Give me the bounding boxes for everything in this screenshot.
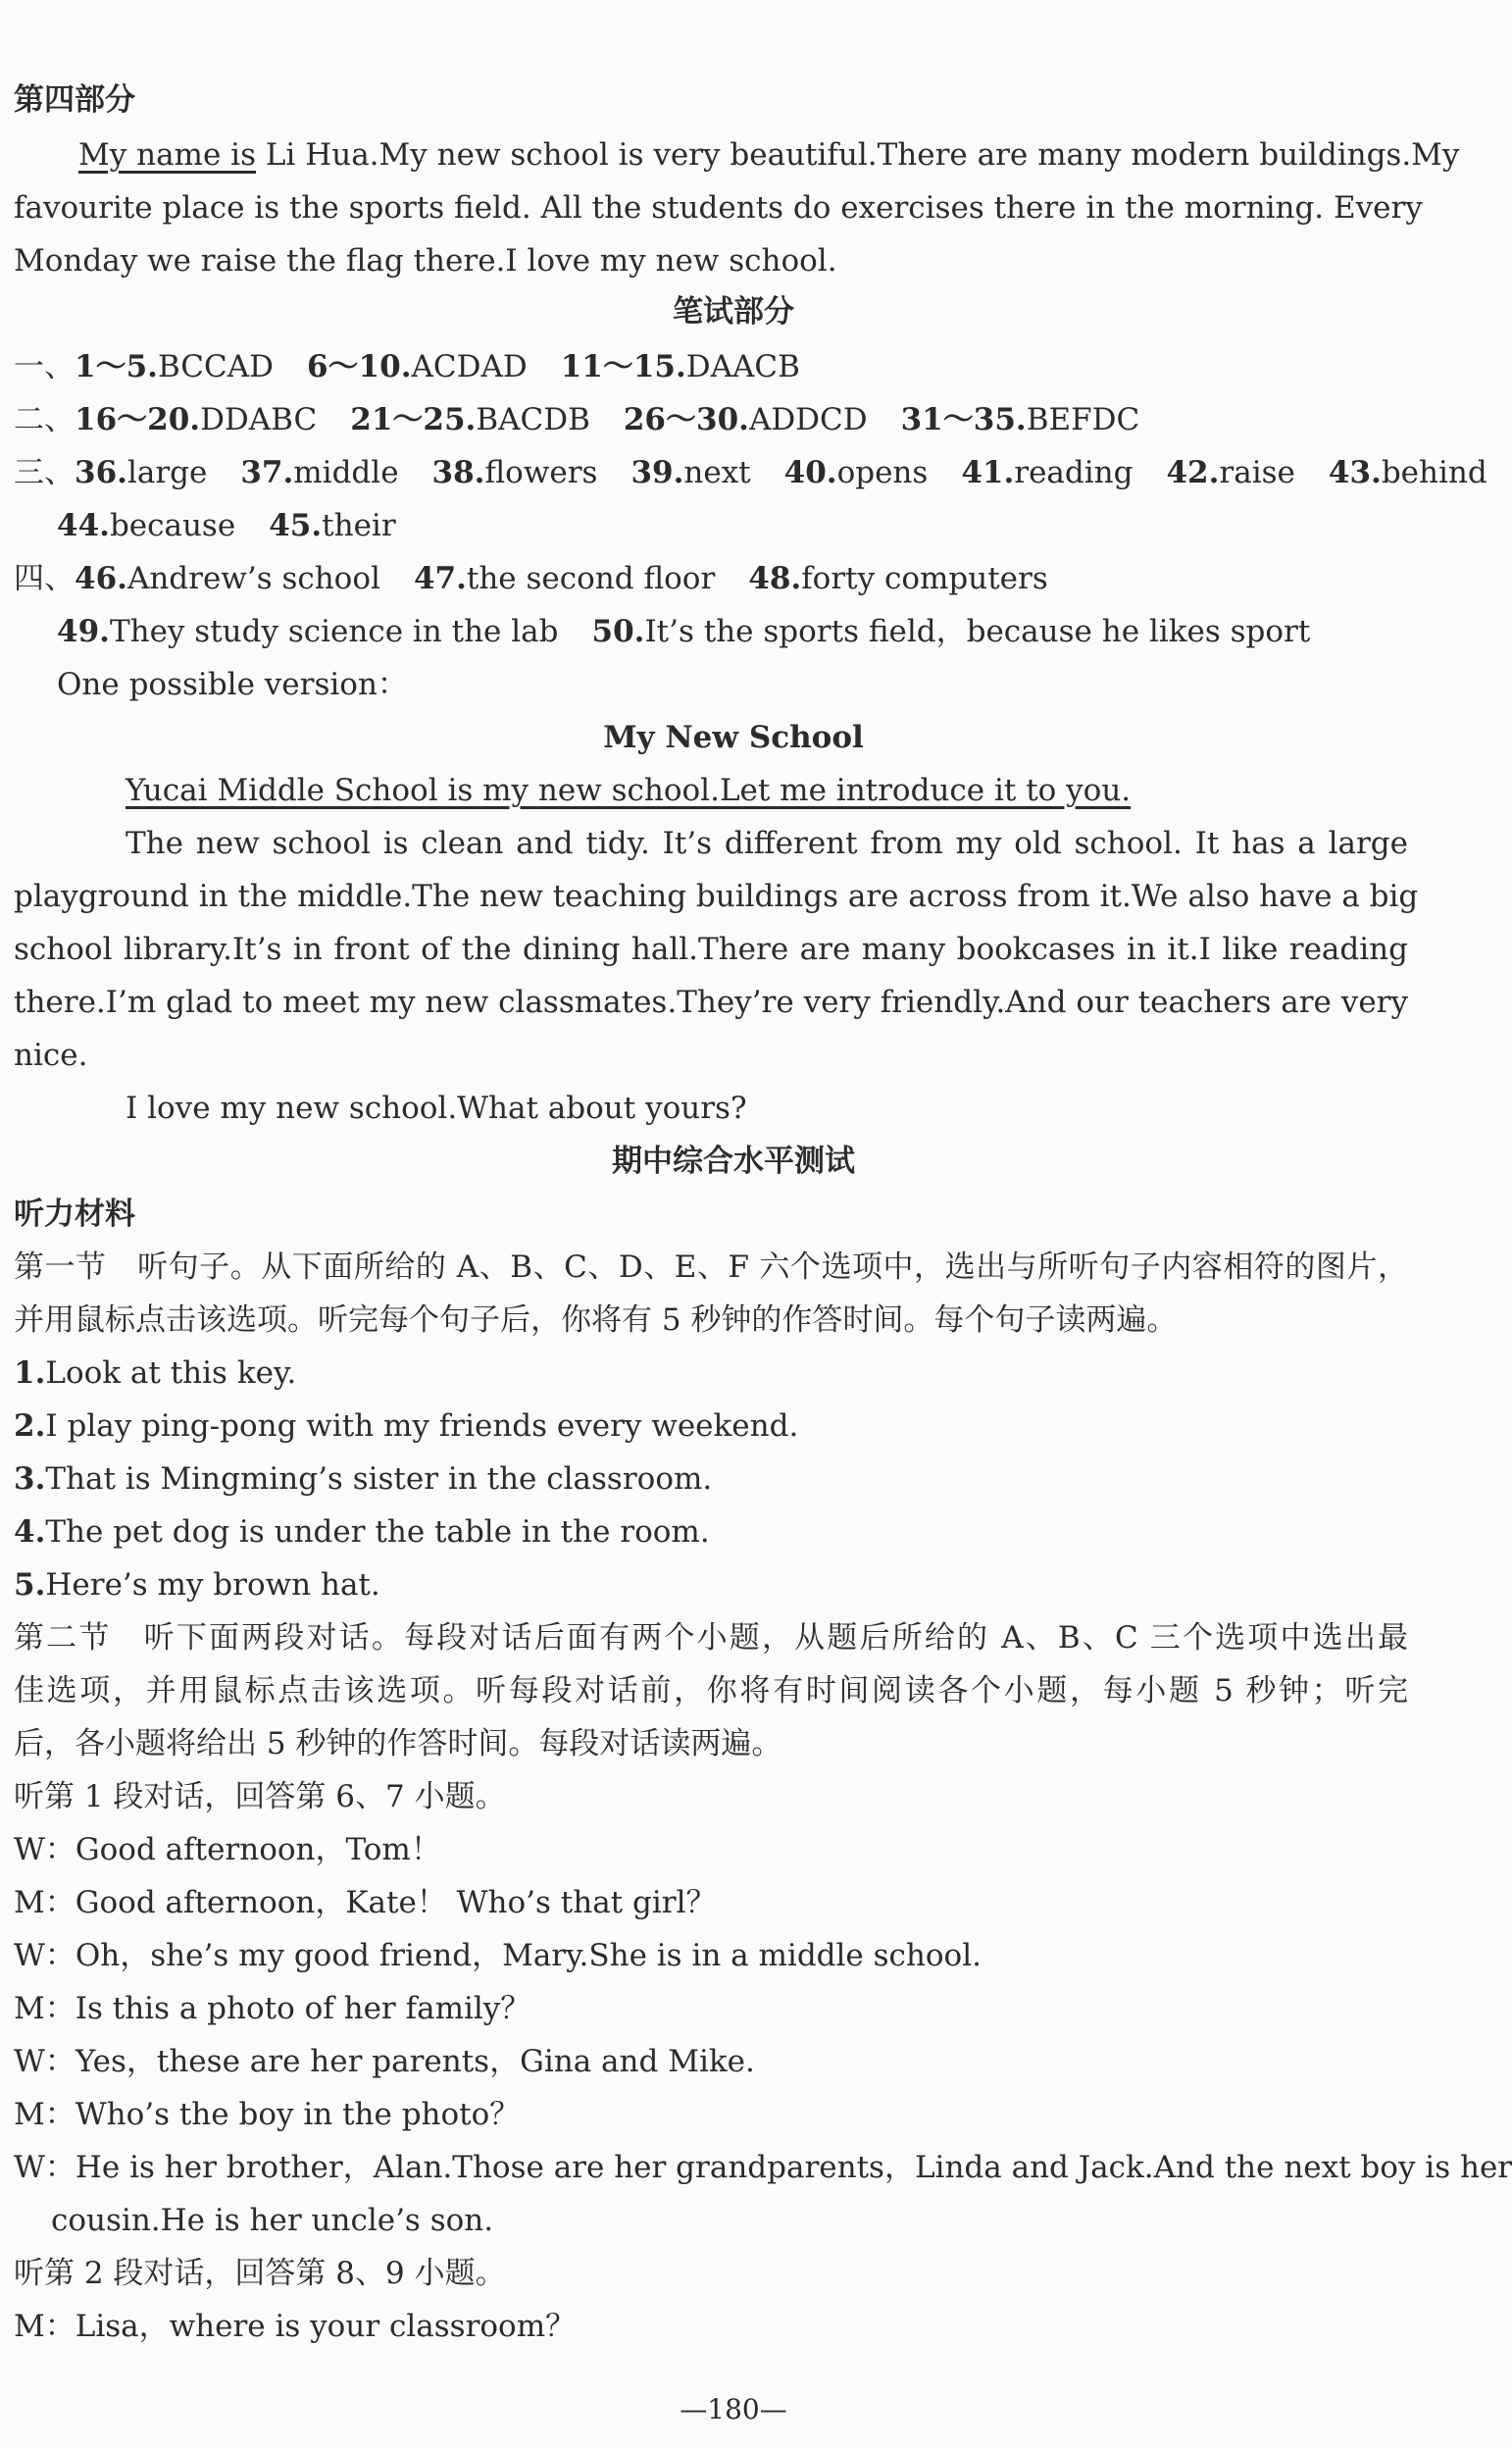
sentence-number: 2. (14, 1408, 46, 1444)
item-answer: flowers (484, 455, 598, 490)
range-label: 26～30. (623, 402, 749, 437)
dialogue-1-line: M：Is this a photo of her family？ (14, 1991, 531, 2026)
answer-value: BACDB (476, 402, 590, 437)
dialogue-2-line: M：Lisa，where is your classroom？ (14, 2309, 577, 2344)
item-number: 45. (269, 508, 323, 543)
essay-line-2: playground in the middle.The new teaching buildings are across from it.We also have a big (14, 879, 1419, 914)
dialogue-1-line: W：Oh，she’s my good friend，Mary.She is in a middle school. (14, 1938, 982, 1973)
answer-row-4-cont (57, 612, 1310, 651)
dialogue-1-line: W：Good afternoon，Tom！ (14, 1832, 441, 1867)
item-number: 43. (1328, 455, 1382, 490)
sec1-line-1: 第一节 听句子。从下面所给的 A、B、C、D、E、F 六个选项中，选出与所听句子内容相符的图片， (14, 1250, 1408, 1285)
essay-line-1: The new school is clean and tidy. It’s different from my old school. It has a large (126, 826, 1408, 861)
answer-row-4 (14, 559, 1048, 598)
sentence-2 (14, 1406, 798, 1446)
dialogue-1-line: W：Yes，these are her parents，Gina and Mike. (14, 2044, 755, 2079)
sentence-1 (14, 1353, 296, 1393)
item-answer: the second floor (466, 561, 716, 596)
row-label: 一、 (14, 349, 75, 384)
answer-row-2 (14, 400, 1139, 439)
answer-value: ACDAD (411, 349, 528, 384)
underlined-phrase: My name is (78, 137, 256, 173)
sentence-number: 1. (14, 1355, 46, 1391)
sec2-line-1: 第二节 听下面两段对话。每段对话后面有两个小题，从题后所给的 A、B、C 三个选项中选出最 (14, 1620, 1408, 1656)
sec2-line-2: 佳选项，并用鼠标点击该选项。听每段对话前，你将有时间阅读各个小题，每小题 5 秒钟；听完 (14, 1673, 1408, 1708)
item-answer: It’s the sports field，because he likes sport (644, 614, 1311, 649)
essay-intro: Yucai Middle School is my new school.Let me introduce it to you. (126, 773, 1132, 808)
part4-line-2: favourite place is the sports field. All the students do exercises there in the morning. Every (14, 190, 1423, 226)
item-answer: their (322, 508, 396, 543)
sec2-line-3: 后，各小题将给出 5 秒钟的作答时间。每段对话读两遍。 (14, 1726, 782, 1761)
answer-value: DAACB (685, 349, 800, 384)
item-answer: behind (1381, 455, 1487, 490)
answer-value: BCCAD (157, 349, 274, 384)
range-label: 1～5. (75, 349, 158, 384)
dialogue-1-line: cousin.He is her uncle’s son. (51, 2203, 494, 2238)
essay-line-3: school library.It’s in front of the dining hall.There are many bookcases in it.I like reading (14, 932, 1408, 967)
item-number: 49. (57, 614, 110, 649)
answer-row-3-cont (57, 506, 396, 545)
listening-heading: 听力材料 (14, 1197, 135, 1232)
dialogue-1-intro: 听第 1 段对话，回答第 6、7 小题。 (14, 1779, 506, 1814)
written-heading: 笔试部分 (673, 294, 794, 330)
item-answer: opens (836, 455, 929, 490)
dialogue-1-line: M：Who’s the boy in the photo？ (14, 2097, 521, 2132)
item-number: 42. (1166, 455, 1220, 490)
answer-row-1 (14, 347, 800, 386)
item-number: 50. (591, 614, 645, 649)
essay-end: I love my new school.What about yours? (126, 1091, 747, 1126)
part4-heading: 第四部分 (14, 82, 135, 118)
sentence-text: The pet dog is under the table in the room. (45, 1514, 710, 1550)
row-label: 三、 (14, 455, 75, 490)
answer-value: BEFDC (1026, 402, 1140, 437)
item-answer: They study science in the lab (109, 614, 559, 649)
row-label: 二、 (14, 402, 75, 437)
answer-row-3 (14, 453, 1487, 492)
item-number: 48. (748, 561, 802, 596)
item-answer: reading (1014, 455, 1134, 490)
item-number: 41. (961, 455, 1015, 490)
page-number: —180— (680, 2393, 787, 2425)
item-answer: middle (293, 455, 399, 490)
item-number: 47. (413, 561, 467, 596)
part4-line-1 (78, 135, 1459, 175)
item-number: 44. (57, 508, 110, 543)
sentence-5 (14, 1565, 380, 1605)
dialogue-1-line: M：Good afternoon，Kate！ Who’s that girl？ (14, 1885, 717, 1920)
sec1-line-2: 并用鼠标点击该选项。听完每个句子后，你将有 5 秒钟的作答时间。每个句子读两遍。 (14, 1302, 1178, 1338)
item-number: 46. (75, 561, 127, 596)
item-answer: next (683, 455, 751, 490)
essay-title: My New School (603, 720, 864, 755)
item-number: 40. (783, 455, 837, 490)
version-label: One possible version： (57, 667, 408, 702)
item-answer: raise (1219, 455, 1295, 490)
range-label: 6～10. (306, 349, 412, 384)
item-answer: forty computers (801, 561, 1048, 596)
dialogue-2-intro: 听第 2 段对话，回答第 8、9 小题。 (14, 2256, 506, 2291)
item-number: 37. (240, 455, 294, 490)
dialogue-1-line: W：He is her brother，Alan.Those are her grandparents，Linda and Jack.And the next boy is her (14, 2150, 1512, 2185)
essay-line-4: there.I’m glad to meet my new classmates.They’re very friendly.And our teachers are very (14, 985, 1408, 1020)
item-answer: because (109, 508, 236, 543)
sentence-number: 4. (14, 1514, 46, 1550)
sentence-text: Here’s my brown hat. (45, 1567, 380, 1603)
range-label: 16～20. (75, 402, 201, 437)
sentence-text: I play ping-pong with my friends every weekend. (45, 1408, 799, 1444)
part4-line-3: Monday we raise the flag there.I love my new school. (14, 243, 837, 279)
sentence-text: That is Mingming’s sister in the classroom. (45, 1461, 713, 1497)
sentence-text: Look at this key. (45, 1355, 297, 1391)
item-answer: large (126, 455, 208, 490)
item-number: 36. (75, 455, 127, 490)
sentence-number: 5. (14, 1567, 46, 1603)
answer-value: DDABC (200, 402, 318, 437)
range-label: 31～35. (900, 402, 1027, 437)
item-answer: Andrew’s school (126, 561, 380, 596)
item-number: 39. (630, 455, 684, 490)
sentence-number: 3. (14, 1461, 46, 1497)
sentence-4 (14, 1512, 710, 1552)
essay-line-5: nice. (14, 1038, 88, 1073)
part4-line-1-rest: Li Hua.My new school is very beautiful.There are many modern buildings.My (255, 137, 1460, 173)
range-label: 21～25. (350, 402, 477, 437)
answer-value: ADDCD (748, 402, 868, 437)
midterm-heading: 期中综合水平测试 (612, 1144, 855, 1179)
sentence-3 (14, 1459, 712, 1499)
row-label: 四、 (14, 561, 75, 596)
item-number: 38. (431, 455, 485, 490)
range-label: 11～15. (560, 349, 686, 384)
